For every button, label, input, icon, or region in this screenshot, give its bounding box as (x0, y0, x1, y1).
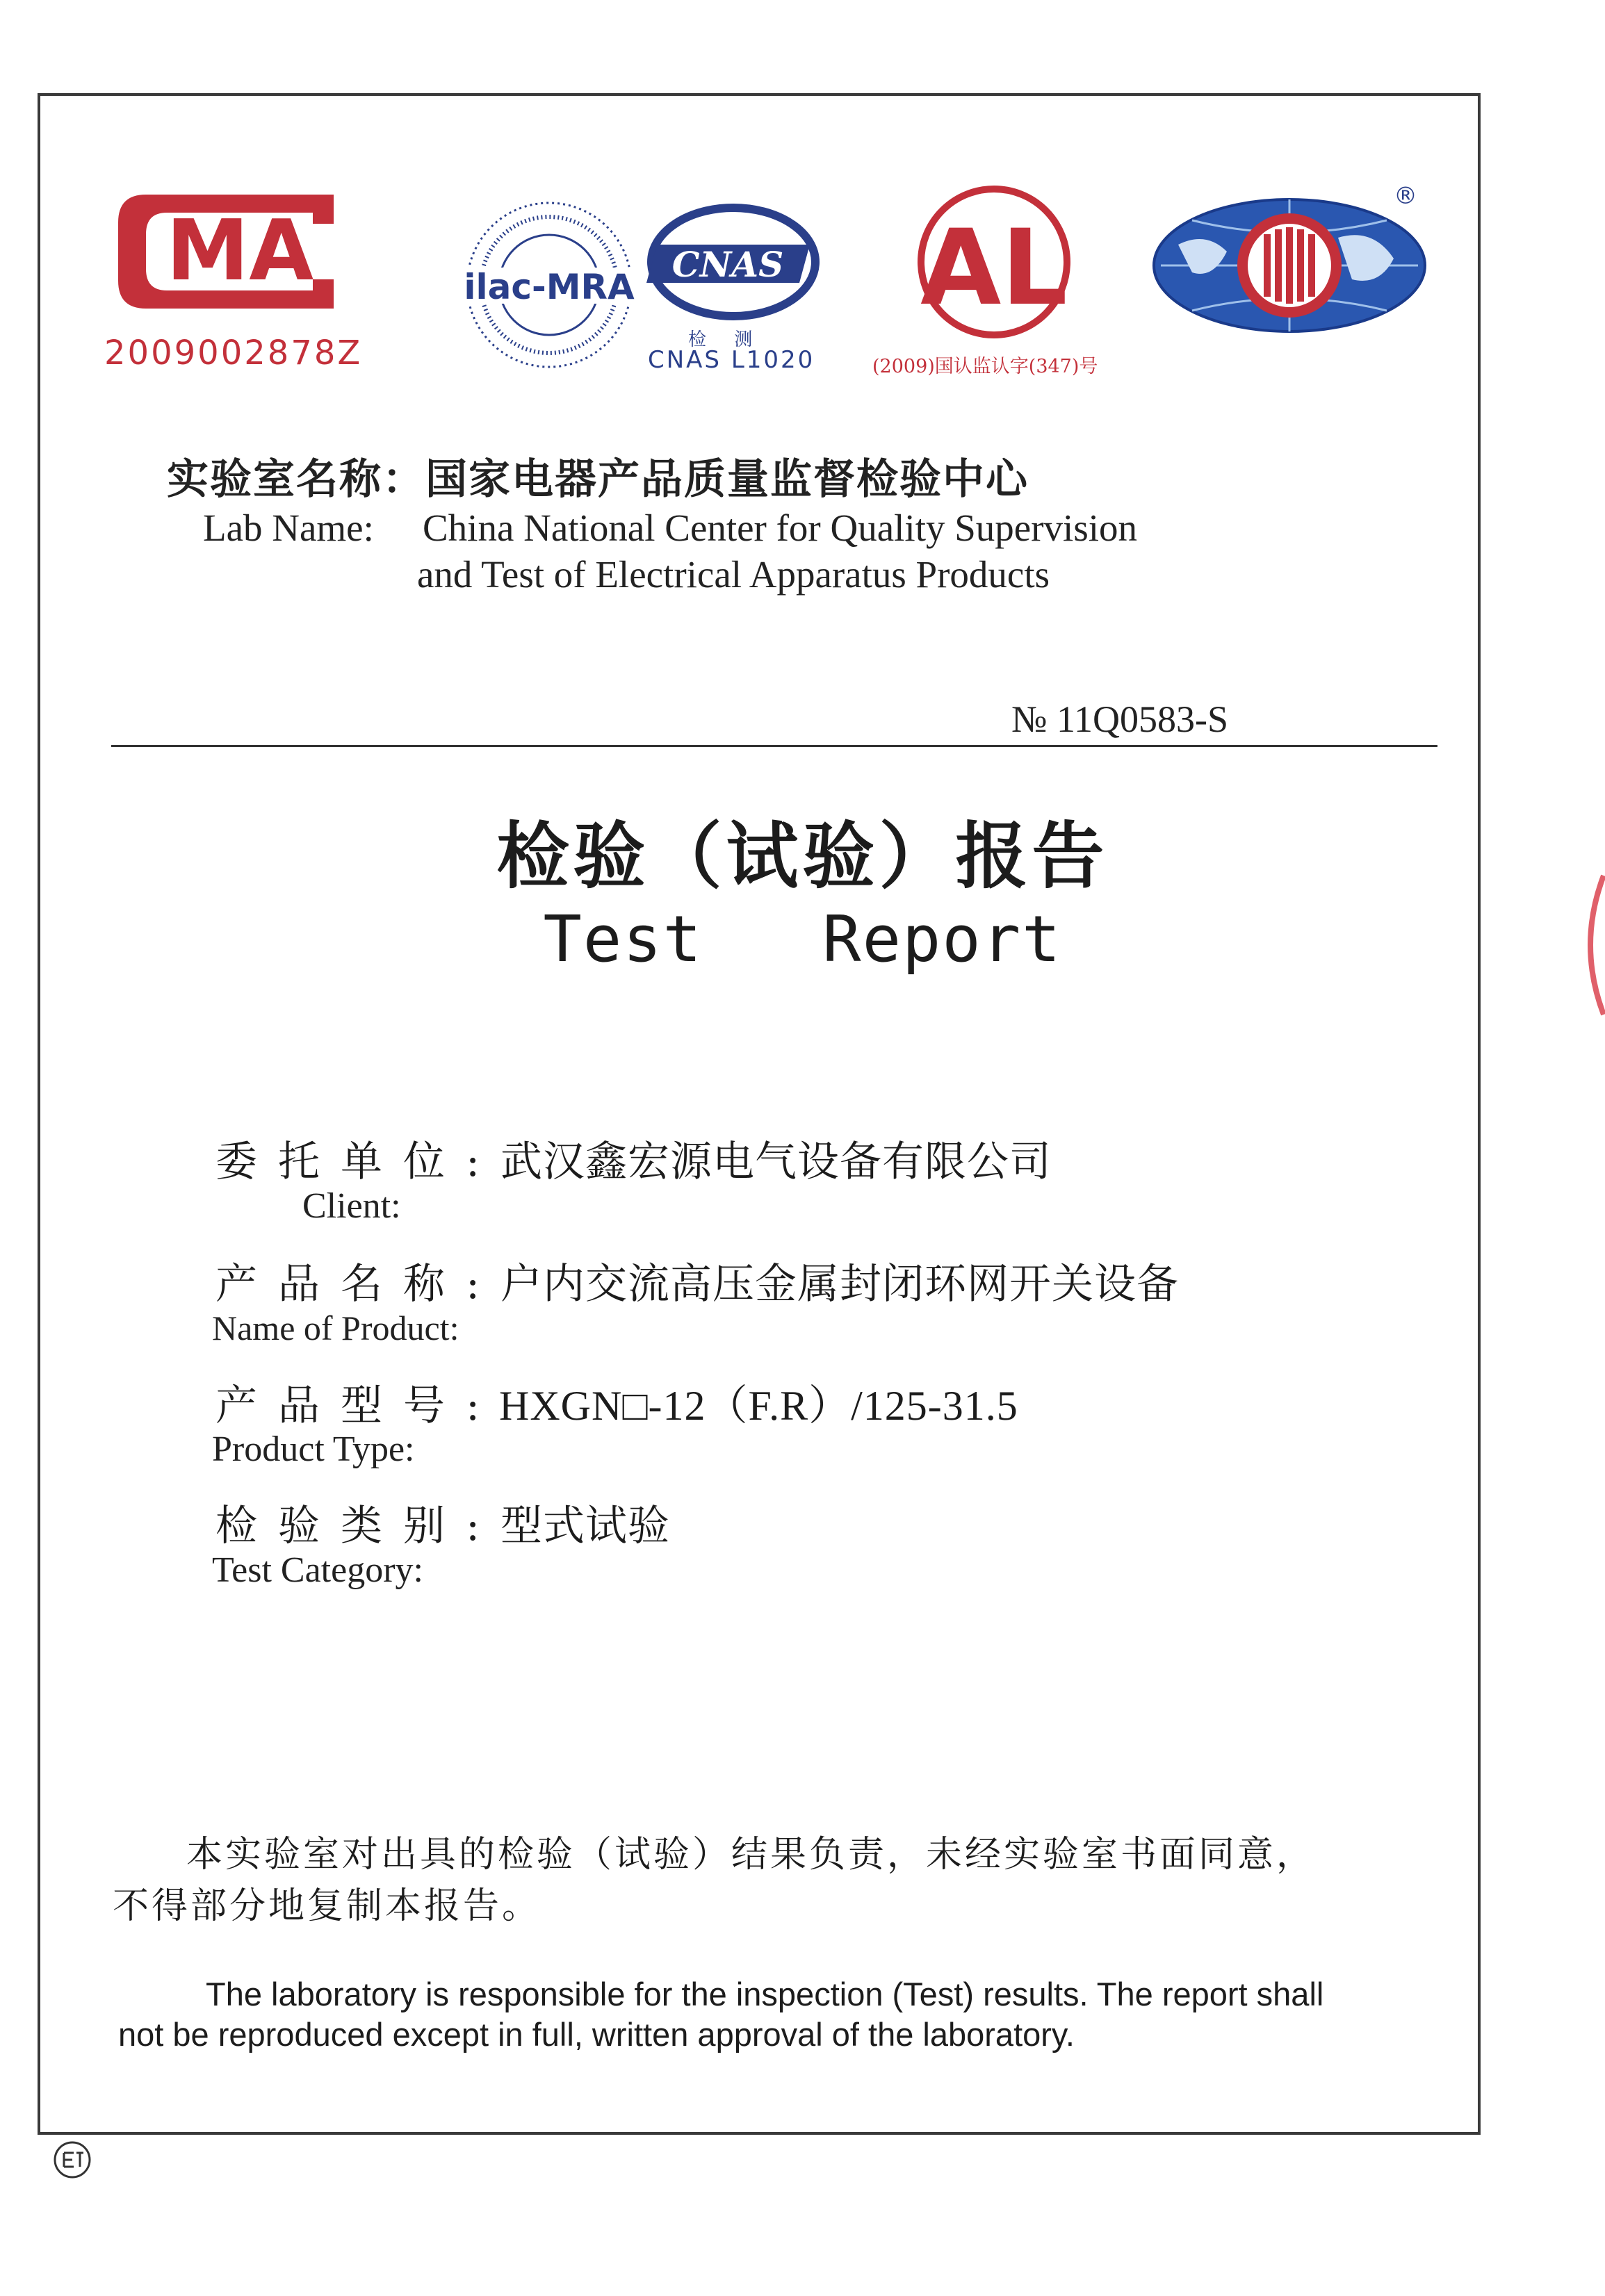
cnas-cn-label: 检 测 (688, 329, 764, 350)
report-number: № 11Q0583-S (1011, 698, 1229, 740)
al-code: (2009)国认监认字(347)号 (872, 356, 1098, 377)
ilac-mra-name: ilac-MRA (464, 267, 635, 307)
al-logo (893, 182, 1095, 342)
client-label-en: Client: (302, 1186, 401, 1226)
cma-logo (104, 182, 375, 321)
svg-text:MA: MA (165, 203, 314, 300)
product-name-label-en: Name of Product: (212, 1309, 459, 1347)
ccc-globe-logo (1150, 196, 1428, 335)
al-name: AL (920, 208, 1068, 329)
cnas-name: CNAS (671, 244, 784, 285)
divider-rule (111, 745, 1437, 747)
product-type-label-cn: 产品型号: (215, 1381, 501, 1430)
lab-name-en-line1: China National Center for Quality Supervision (423, 507, 1138, 549)
cma-code: 2009002878Z (104, 334, 363, 372)
client-label-cn: 委托单位: (215, 1138, 501, 1186)
ilac-mra-logo (459, 198, 639, 372)
registered-mark: ® (1394, 182, 1417, 210)
report-title-en: Test Report (543, 902, 1062, 976)
notice-en-line1: The laboratory is responsible for the inspection (Test) results. The report shall (206, 1976, 1324, 2012)
notice-en-line2: not be reproduced except in full, written approval of the laboratory. (118, 2016, 1075, 2053)
test-category-label-cn: 检验类别: (215, 1502, 501, 1550)
lab-name-cn: 实验室名称：国家电器产品质量监督检验中心 (167, 455, 1029, 504)
client-value: 武汉鑫宏源电气设备有限公司 (500, 1138, 1052, 1186)
product-type-label-en: Product Type: (212, 1429, 415, 1469)
lab-name-label-en: Lab Name: (203, 507, 374, 549)
product-name-value: 户内交流高压金属封闭环网开关设备 (500, 1260, 1179, 1309)
test-category-value: 型式试验 (500, 1502, 670, 1550)
lab-name-en-line2: and Test of Electrical Apparatus Products (417, 553, 1050, 596)
notice-cn-line2: 不得部分地复制本报告。 (113, 1885, 541, 1927)
seal-stamp-edge (1577, 869, 1605, 1022)
product-name-label-cn: 产品名称: (215, 1260, 501, 1309)
test-category-label-en: Test Category: (212, 1550, 423, 1590)
print-mark-icon (51, 2139, 93, 2181)
cnas-code: CNAS L1020 (648, 346, 815, 374)
report-title-cn: 检验（试验）报告 (496, 813, 1109, 899)
product-type-value: HXGN□-12（F.R）/125-31.5 (499, 1383, 1018, 1429)
cnas-logo (636, 196, 824, 328)
notice-cn-line1: 本实验室对出具的检验（试验）结果负责，未经实验室书面同意， (186, 1834, 1316, 1876)
